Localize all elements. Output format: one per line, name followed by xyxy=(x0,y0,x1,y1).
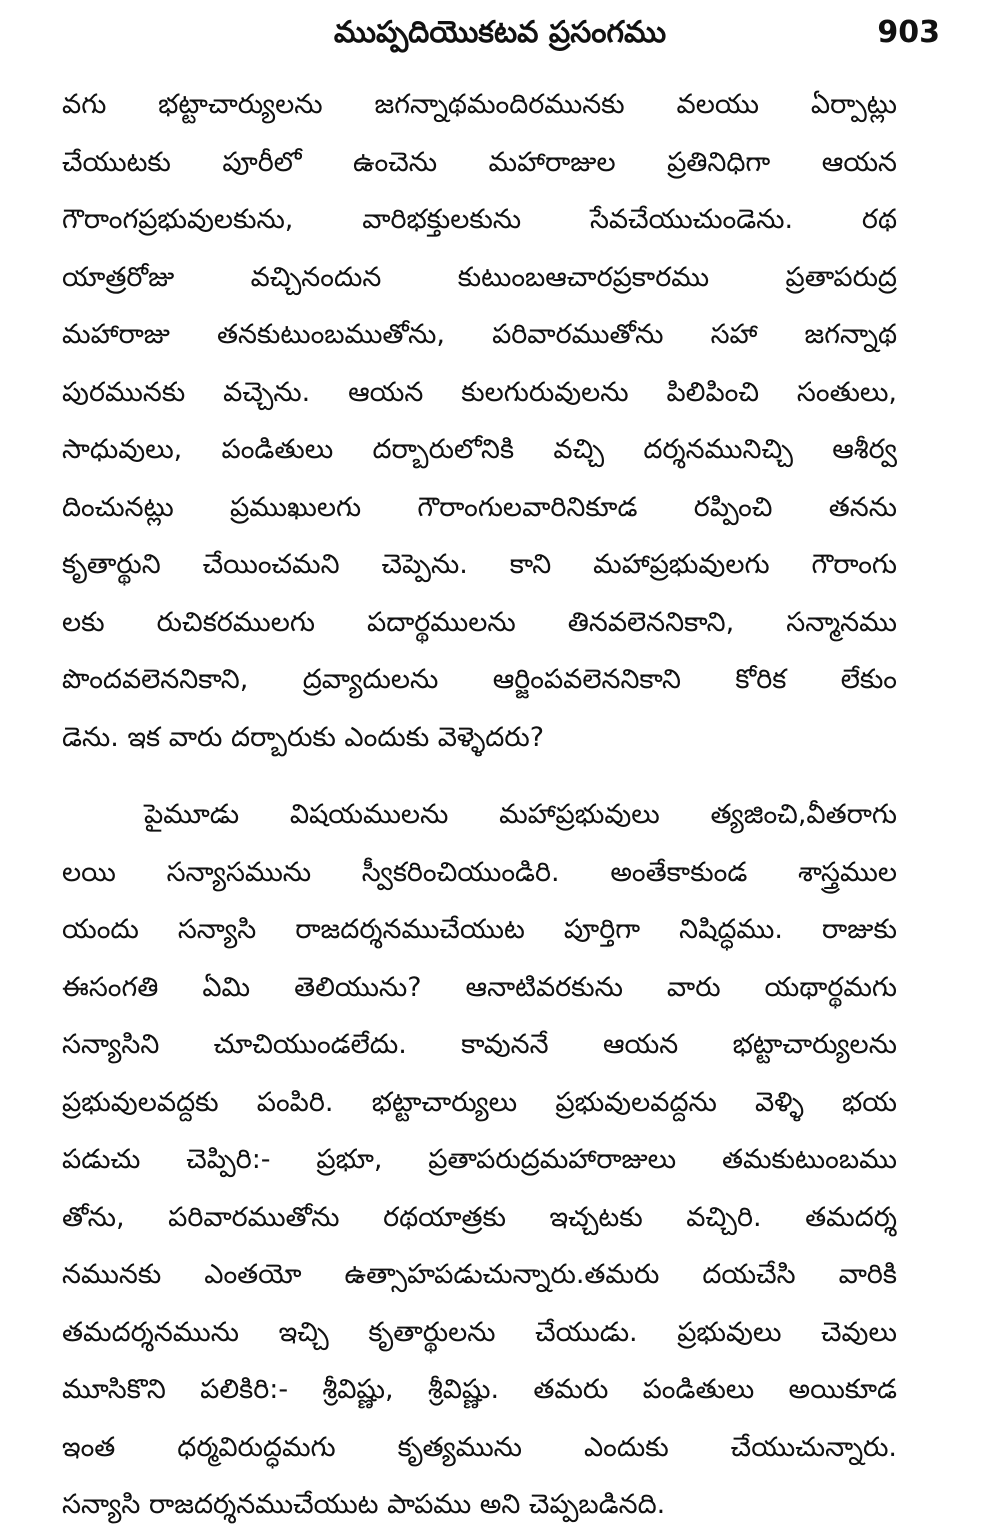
text-line: మూసికొని పలికిరి:- శ్రీవిష్ణు, శ్రీవిష్ణు. తమరు పండితులు అయికూడ xyxy=(62,1374,897,1405)
text-line: లయి సన్యాసమును స్వీకరించియుండిరి. అంతేకాకుండ శాస్త్రముల xyxy=(62,856,897,888)
text-line: కృతార్థుని చేయించమని చెప్పెను. కాని మహాప్రభువులగు గౌరాంగు xyxy=(62,549,897,580)
paragraph xyxy=(62,786,897,1534)
text-line: ఈసంగతి ఏమి తెలియును? ఆనాటివరకును వారు యథార్థమగు xyxy=(62,971,897,1003)
text-line: నమునకు ఎంతయో ఉత్సాహపడుచున్నారు.తమరు దయచేసి వారికి xyxy=(62,1259,897,1290)
text-line: ఇంత ధర్మవిరుద్ధమగు కృత్యమును ఎందుకు చేయుచున్నారు. xyxy=(62,1431,897,1463)
text-line: పైమూడు విషయములను మహాప్రభువులు త్యజించి,వీతరాగు xyxy=(144,799,897,830)
text-line: సాధువులు, పండితులు దర్బారులోనికి వచ్చి దర్శనమునిచ్చి ఆశీర్వ xyxy=(62,434,897,465)
text-line: తమదర్శనమును ఇచ్చి కృతార్థులను చేయుడు. ప్రభువులు చెవులు xyxy=(62,1316,897,1348)
paragraph-gap xyxy=(62,766,897,786)
text-line: ప్రభువులవద్దకు పంపిరి. భట్టాచార్యులు ప్రభువులవద్దను వెళ్ళి భయ xyxy=(62,1086,897,1118)
text-line: సన్యాసి రాజదర్శనముచేయుట పాపము అని చెప్పబడినది. xyxy=(62,1489,666,1520)
page-number: 903 xyxy=(877,15,940,50)
text-line: లకు రుచికరములగు పదార్థములను తినవలెననికాని, సన్మానము xyxy=(62,606,897,638)
text-line: సన్యాసిని చూచియుండలేదు. కావుననే ఆయన భట్టాచార్యులను xyxy=(62,1029,897,1060)
text-line: గౌరాంగప్రభువులకును, వారిభక్తులకును సేవచేయుచుండెను. రథ xyxy=(62,204,897,235)
paragraph xyxy=(62,76,897,766)
text-line: చేయుటకు పూరీలో ఉంచెను మహారాజుల ప్రతినిధిగా ఆయన xyxy=(62,146,897,178)
text-line: యాత్రరోజు వచ్చినందున కుటుంబఆచారప్రకారము ప్రతాపరుద్ర xyxy=(62,261,897,293)
text-line: పురమునకు వచ్చెను. ఆయన కులగురువులను పిలిపించి సంతులు, xyxy=(62,376,897,408)
text-line: మహారాజు తనకుటుంబముతోను, పరివారముతోను సహా జగన్నాథ xyxy=(62,319,897,350)
text-line: తోను, పరివారముతోను రథయాత్రకు ఇచ్చటకు వచ్చిరి. తమదర్శ xyxy=(62,1201,897,1233)
text-line: పడుచు చెప్పిరి:- ప్రభూ, ప్రతాపరుద్రమహారాజులు తమకుటుంబము xyxy=(62,1144,897,1175)
running-title: ముప్పదియొకటవ ప్రసంగము xyxy=(333,15,667,50)
text-line: పొందవలెననికాని, ద్రవ్యాదులను ఆర్జింపవలెననికాని కోరిక లేకుం xyxy=(62,664,897,695)
text-line: డెను. ఇక వారు దర్బారుకు ఎందుకు వెళ్ళెదరు? xyxy=(62,721,545,753)
text-line: యందు సన్యాసి రాజదర్శనముచేయుట పూర్తిగా నిషిద్ధము. రాజుకు xyxy=(62,914,897,945)
body-text xyxy=(62,76,897,1534)
text-line: వగు భట్టాచార్యులను జగన్నాథమందిరమునకు వలయు ఏర్పాట్లు xyxy=(62,89,897,120)
text-line: దించునట్లు ప్రముఖులగు గౌరాంగులవారినికూడ రప్పించి తనను xyxy=(62,491,897,523)
page-header xyxy=(60,12,940,62)
